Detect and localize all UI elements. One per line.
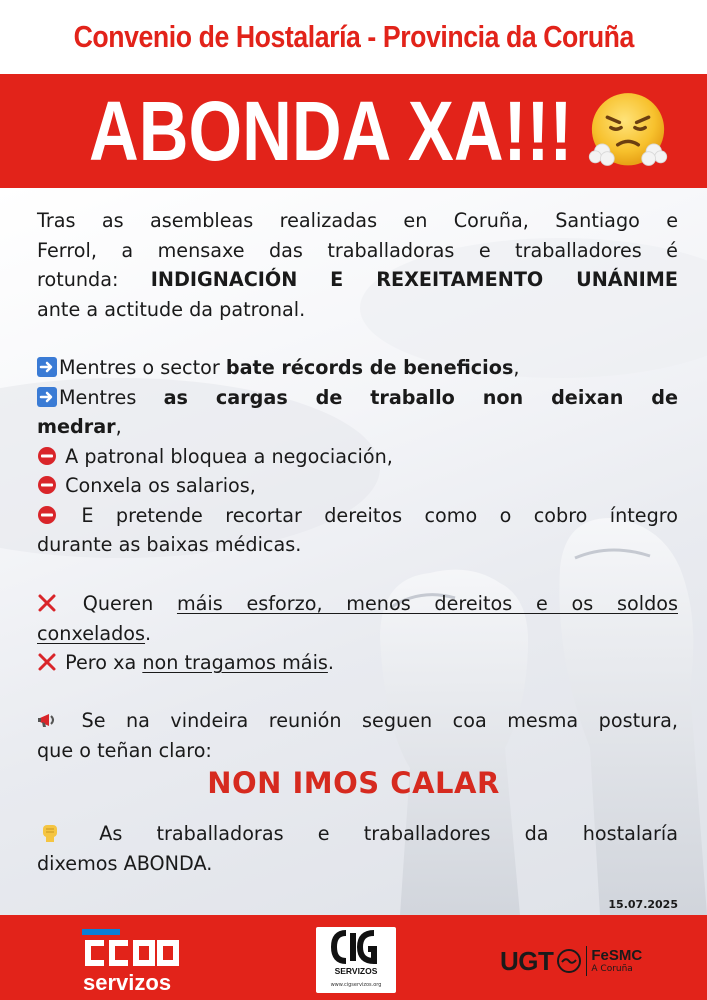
ugt-hands-icon — [556, 948, 582, 974]
footer-logos — [0, 915, 707, 1000]
ccoo-subtitle: servizos — [83, 970, 172, 995]
point-5-text: E pretende recortar dereitos como o cobro íntegro — [81, 503, 679, 527]
document-date: 15.07.2025 — [608, 898, 678, 911]
warning-paragraph — [37, 706, 678, 765]
point-5 — [37, 501, 678, 531]
point-3 — [37, 442, 678, 472]
intro-emphasis: INDIGNACIÓN E REXEITAMENTO UNÁNIME — [150, 268, 678, 291]
point-2-punct: , — [115, 415, 122, 438]
intro-paragraph — [37, 206, 678, 324]
cross-mark-icon — [37, 593, 57, 613]
points-list — [37, 353, 678, 560]
closing-line-2: dixemos ABONDA. — [37, 851, 213, 875]
point-1-punct: , — [513, 356, 520, 379]
intro-line-4: ante a actitude da patronal. — [37, 297, 306, 321]
ugt-logo — [500, 943, 642, 979]
point-1 — [37, 353, 678, 383]
closing-line-1 — [37, 819, 678, 849]
point-2 — [37, 383, 678, 413]
demand-1-text: Queren — [82, 592, 177, 615]
ugt-divider — [586, 946, 587, 976]
no-entry-icon — [37, 505, 57, 525]
right-arrow-icon — [37, 357, 57, 377]
point-1-text: Mentres o sector — [59, 356, 226, 379]
demand-1-underline-cont: conxelados — [37, 621, 146, 645]
warning-line-1 — [37, 706, 678, 736]
no-entry-icon — [37, 446, 57, 466]
point-3-text: A patronal bloquea a negociación, — [65, 444, 393, 468]
slogan: NON IMOS CALAR — [207, 766, 500, 800]
intro-line-3-text: rotunda: — [37, 268, 151, 291]
demand-2-text: Pero xa — [65, 651, 143, 674]
demands-list — [37, 589, 678, 678]
cross-mark-icon — [37, 652, 57, 672]
fesmc-subtitle: A Coruña — [591, 964, 633, 974]
ccoo-logo — [82, 929, 182, 969]
point-4-text: Conxela os salarios, — [65, 474, 256, 497]
point-2-emphasis-cont: medrar — [37, 415, 116, 438]
intro-line-3 — [37, 265, 678, 295]
point-4 — [37, 471, 678, 501]
cig-url: www.cigservizos.org — [330, 982, 382, 988]
closing-line-1-text: As traballadoras e traballadores da hostalaría — [99, 822, 678, 845]
point-5-cont: durante as baixas médicas. — [37, 533, 302, 556]
point-2-text: Mentres — [59, 385, 164, 409]
ugt-text: UGT — [500, 945, 554, 976]
intro-line-2: Ferrol, a mensaxe das traballadoras e traballadores é — [37, 238, 678, 262]
raised-fist-icon — [37, 823, 63, 843]
banner — [0, 74, 707, 188]
warning-line-1-text: Se na vindeira reunión seguen coa mesma postura, — [81, 709, 679, 732]
intro-line-1: Tras as asembleas realizadas en Coruña, Santiago e — [37, 209, 678, 232]
demand-2-underline: non tragamos máis — [142, 651, 328, 674]
right-arrow-icon — [37, 387, 57, 407]
cig-subtitle: SERVIZOS — [334, 966, 378, 976]
megaphone-icon — [37, 710, 59, 730]
demand-1-cont — [37, 619, 678, 649]
demand-2-punct: . — [327, 651, 335, 674]
huffing-face-icon — [585, 88, 671, 174]
document-header — [0, 0, 707, 74]
demand-2 — [37, 648, 678, 678]
fesmc-name: FeSMC — [591, 947, 643, 964]
no-entry-icon — [37, 475, 57, 495]
point-1-emphasis: bate récords de beneficios — [225, 356, 514, 379]
demand-1 — [37, 589, 678, 619]
closing-paragraph — [37, 819, 678, 878]
point-2-cont — [37, 412, 678, 442]
demand-1-punct: . — [145, 621, 152, 645]
banner-headline: ABONDA XA!!! — [88, 83, 573, 178]
fesmc-logo — [591, 948, 642, 974]
cig-logo — [316, 927, 396, 993]
document-title: Convenio de Hostalaría - Provincia da Coruña — [73, 19, 634, 54]
cig-mark — [316, 927, 396, 967]
point-2-emphasis: as cargas de traballo non deixan de — [163, 385, 678, 409]
demand-1-underline: máis esforzo, menos dereitos e os soldos — [176, 592, 678, 615]
warning-line-2: que o teñan claro: — [37, 738, 212, 762]
cig-logo-text: CIG — [316, 927, 318, 928]
